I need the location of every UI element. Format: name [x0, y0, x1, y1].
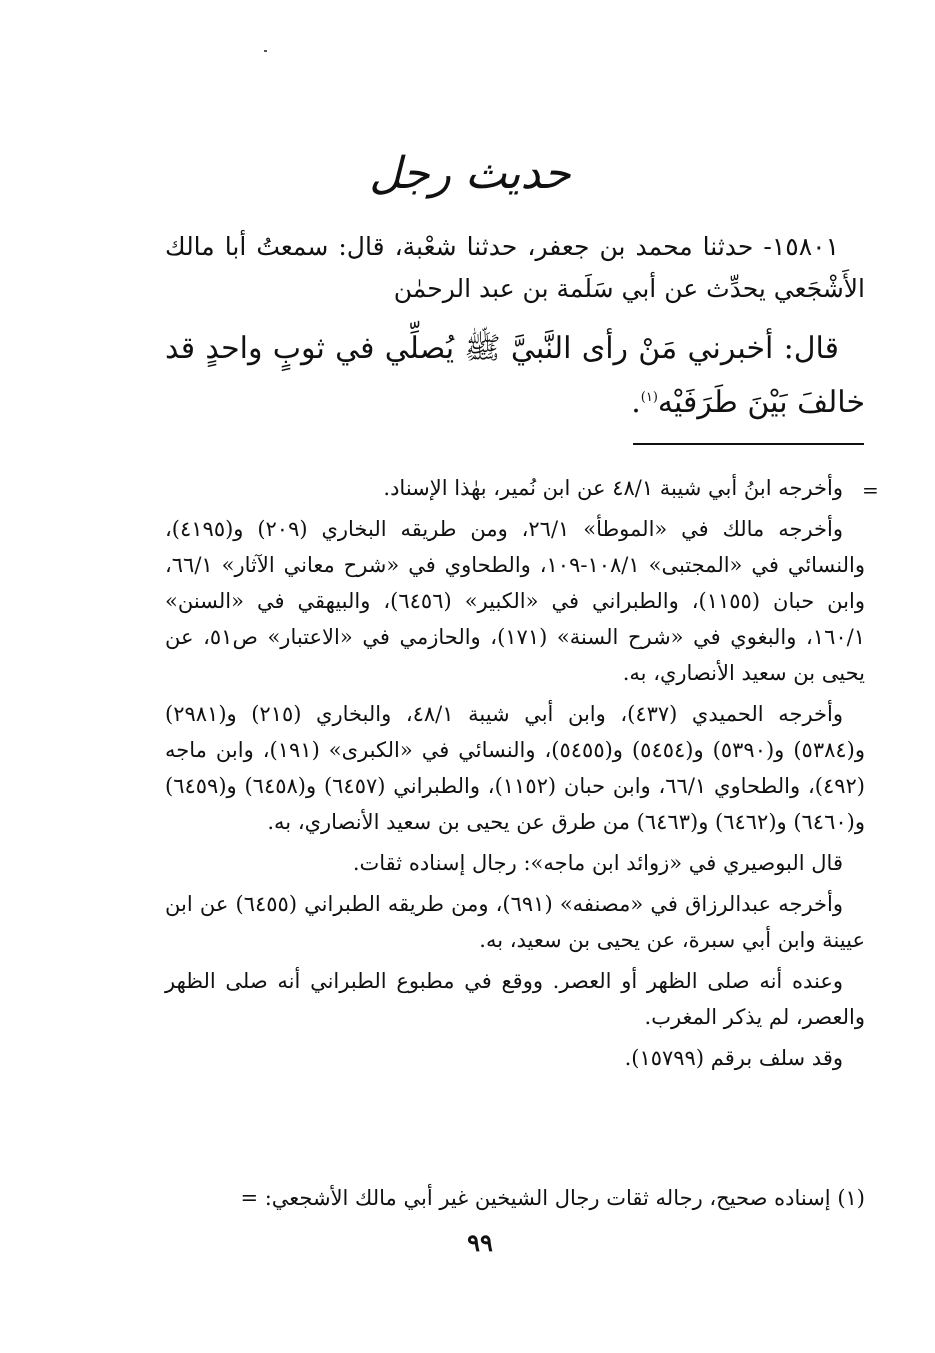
hadith-isnad-block — [165, 226, 865, 310]
hadith-isnad: ١٥٨٠١- حدثنا محمد بن جعفر، حدثنا شعْبة، قال: سمعتُ أبا مالك الأَشْجَعي يحدِّث عن أبي سَلَمة بن عبد الرحمٰن — [165, 232, 865, 303]
hadith-matn: قال: أخبرني مَنْ رأى النَّبيَّ ﷺ يُصلِّي في ثوبٍ واحدٍ قد خالفَ بَيْنَ طَرَفَيْه — [165, 331, 865, 420]
hadith-end-mark: . — [631, 385, 641, 420]
note-paragraph: وعنده أنه صلى الظهر أو العصر. ووقع في مطبوع الطبراني أنه صلى الظهر والعصر، لم يذكر المغرب. — [165, 969, 865, 1029]
footnote-marker: (١) — [640, 390, 658, 405]
footnote-separator-rule — [633, 443, 864, 445]
note-paragraph: وأخرجه ابنُ أبي شيبة ٤٨/١ عن ابن نُمير، بهٰذا الإسناد. — [383, 476, 843, 500]
note-paragraph: وأخرجه الحميدي (٤٣٧)، وابن أبي شيبة ٤٨/١، والبخاري (٢١٥) و(٢٩٨١) و(٥٣٨٤) و(٥٣٩٠) و(٥٤٥٤) و(٥٤٥٥)، والنسائي في «الكبرى» (١٩١)، وابن ماجه (٤٩٢)، والطحاوي ٦٦/١، وابن حبان (١١٥٢)، والطبراني (٦٤٥٧) و(٦٤٥٨) و(٦٤٥٩) و(٦٤٦٠) و(٦٤٦٢) و(٦٤٦٣) من طرق عن يحيى بن سعيد الأنصاري، به. — [165, 702, 866, 834]
continuation-mark: = — [862, 478, 879, 502]
scan-speck — [264, 50, 267, 52]
chapter-title: حديث رجل — [369, 148, 571, 199]
hadith-matn-block — [165, 322, 865, 430]
takhrij-notes — [165, 470, 865, 1081]
note-paragraph: قال البوصيري في «زوائد ابن ماجه»: رجال إسناده ثقات. — [352, 851, 843, 875]
note-paragraph: وأخرجه مالك في «الموطأ» ٢٦/١، ومن طريقه البخاري (٢٠٩) و(٤١٩٥)، والنسائي في «المجتبى» ١٠٨/١-١٠٩، والطحاوي في «شرح معاني الآثار» ٦٦/١، وابن حبان (١١٥٥)، والطبراني في «الكبير» (٦٤٥٦)، والبيهقي في «السنن» ١٦٠/١، والبغوي في «شرح السنة» (١٧١)، والحازمي في «الاعتبار» ص٥١، عن يحيى بن سعيد الأنصاري، به. — [165, 517, 866, 685]
hadith-matn-paragraph — [165, 322, 865, 430]
page-number: ٩٩ — [467, 1228, 493, 1257]
note-paragraph: وقد سلف برقم (١٥٧٩٩). — [624, 1046, 843, 1070]
note-paragraph: وأخرجه عبدالرزاق في «مصنفه» (٦٩١)، ومن طريقه الطبراني (٦٤٥٥) عن ابن عيينة وابن أبي سبرة، عن يحيى بن سعيد، به. — [165, 892, 865, 952]
footnote-text: (١) إسناده صحيح، رجاله ثقات رجال الشيخين غير أبي مالك الأشجعي: = — [240, 1186, 865, 1210]
